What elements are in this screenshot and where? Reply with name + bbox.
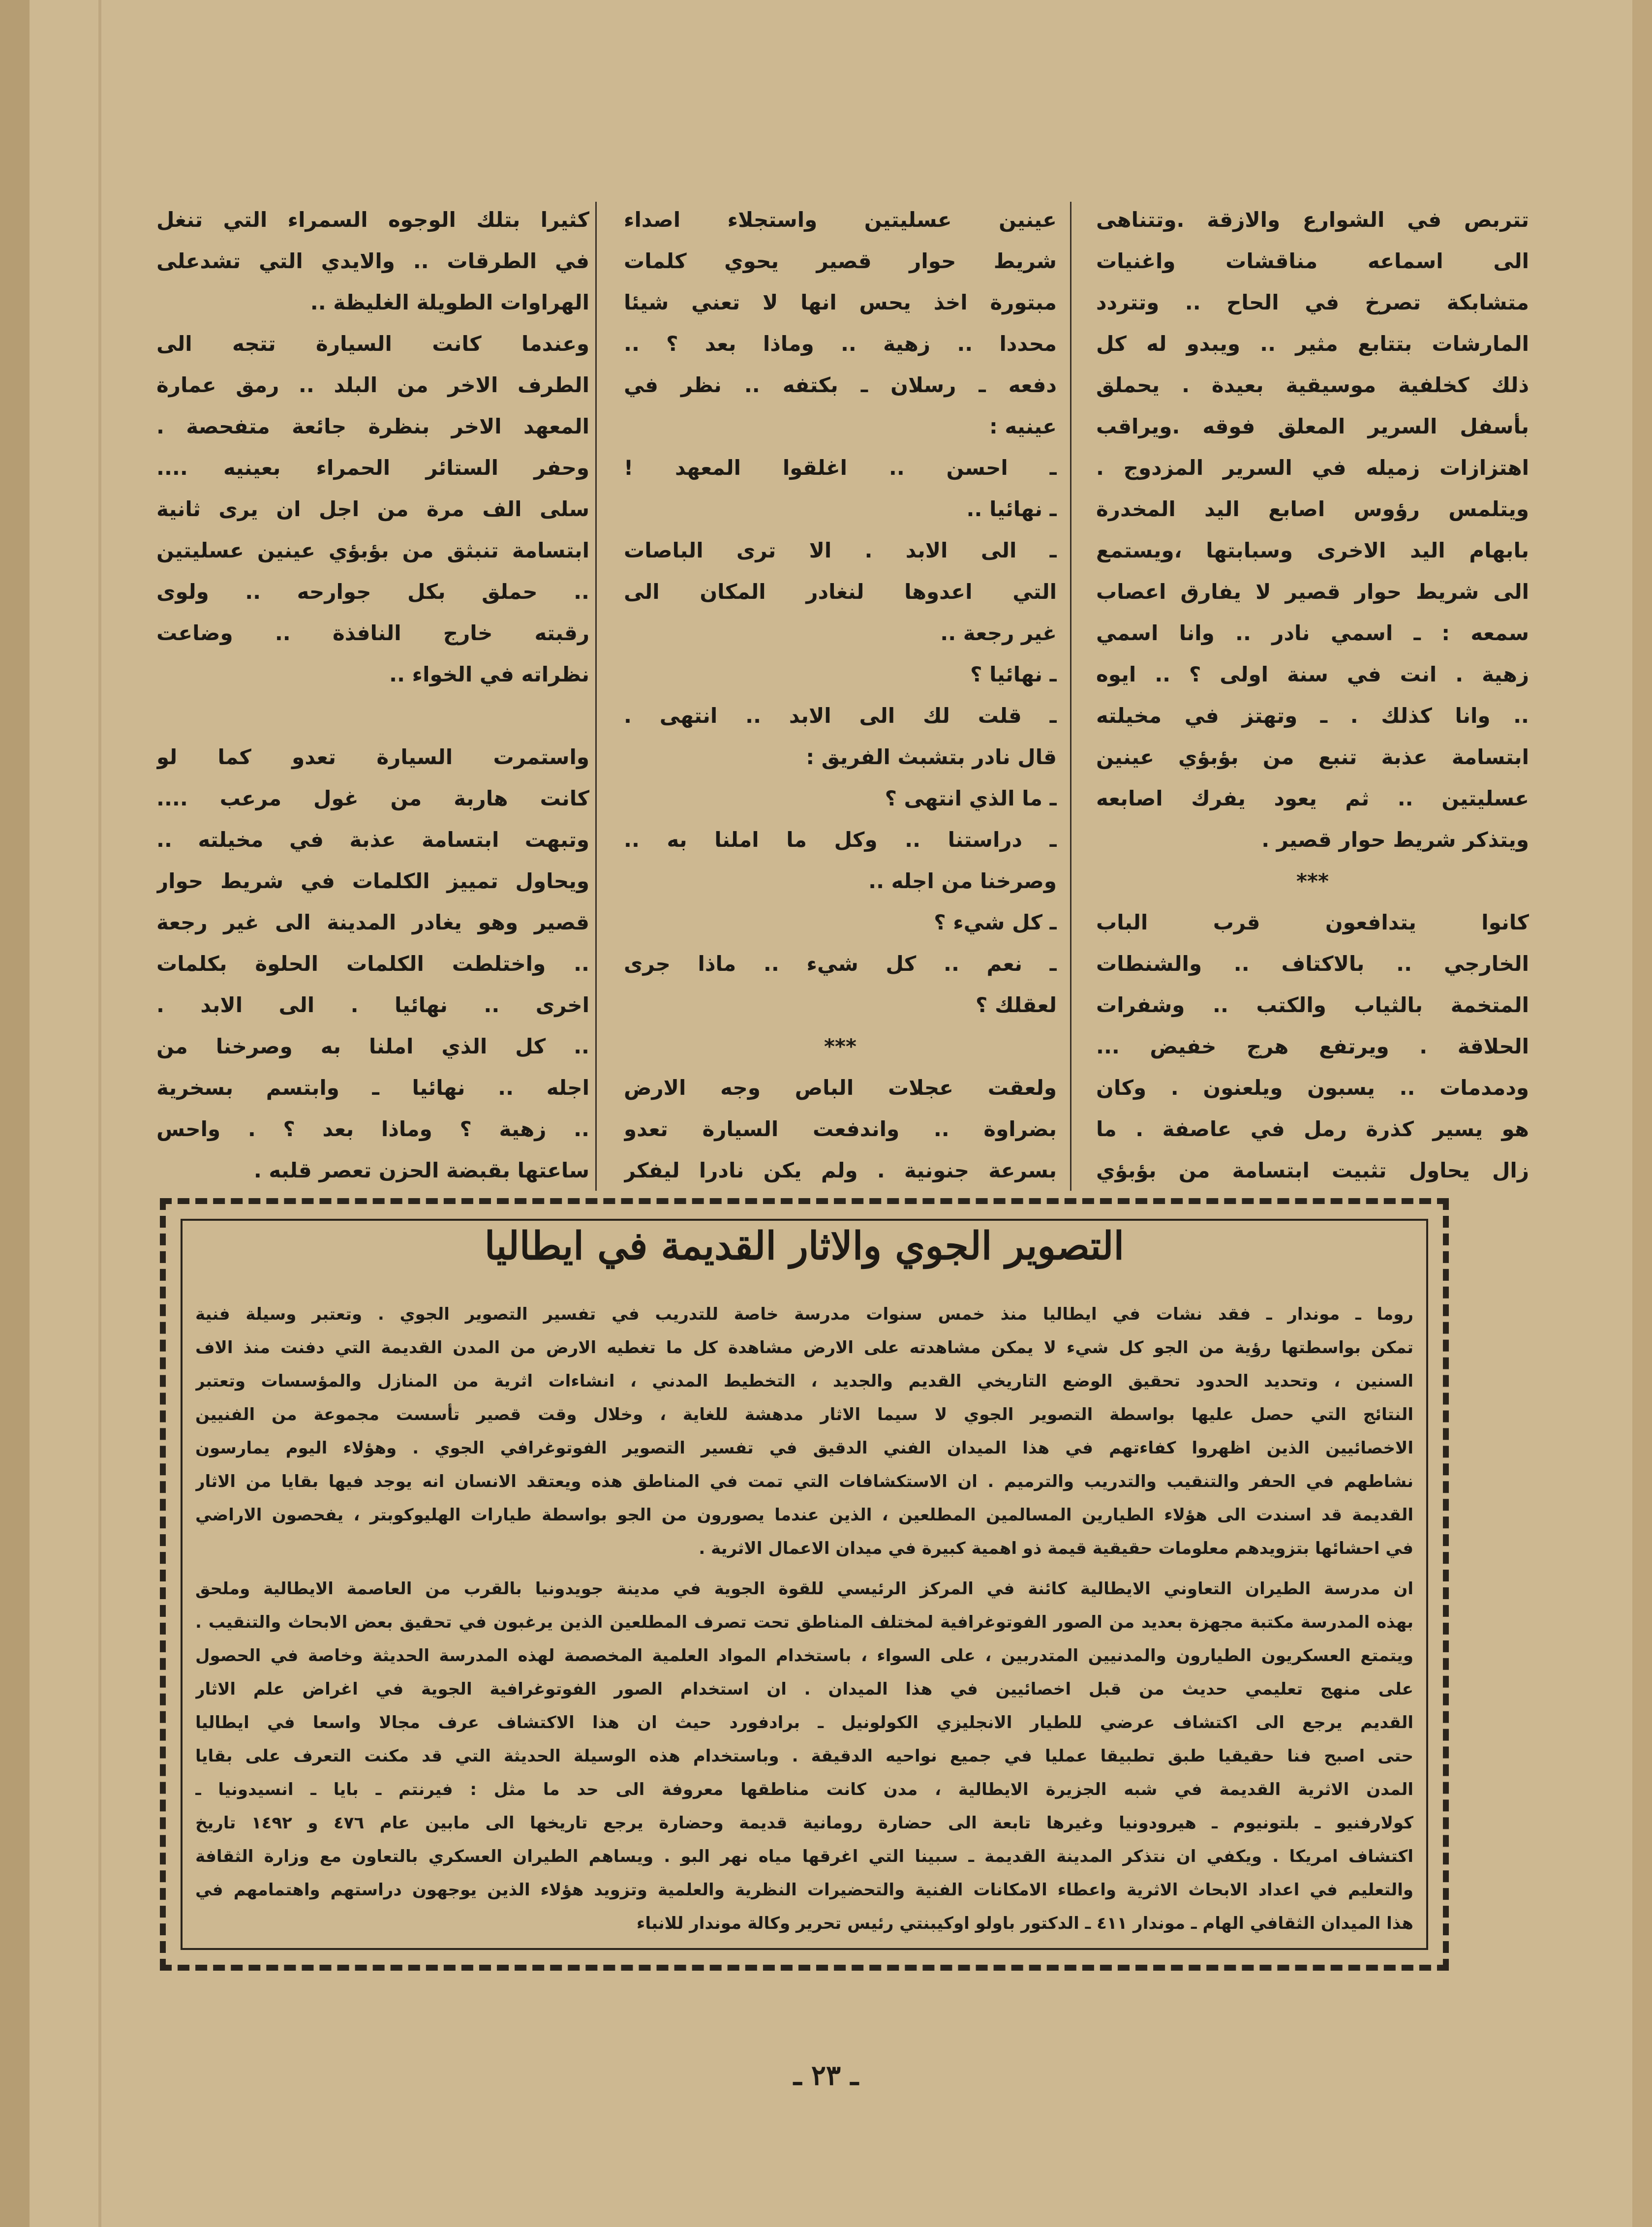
article-line: وحفر الستائر الحمراء بعينيه .... [156,456,589,480]
news-box-line: بهذه المدرسة مكتبة مجهزة بعديد من الصور الفوتوغرافية لمختلف المناطق تحت تصرف المطلعين الذين يرغبون في تحقيق بعض الابحاث والتنقيب . [195,1612,1413,1632]
article-line: عسليتين .. ثم يعود يفرك اصابعه [1096,786,1529,810]
news-box-line: على منهج تعليمي حديث من قبل اخصائيين في هذا الميدان . ان استخدام الصور الفوتوغرافية الجوية في اغراض علم الاثار [195,1679,1413,1699]
article-line: زهية . انت في سنة اولى ؟ .. ايوه [1096,662,1529,686]
news-box-line: كولارفنيو ـ بلتونيوم ـ هيرودونيا وغيرها تابعة الى حضارة رومانية قديمة وحضارة يرجع تاريخها الى مابين عام ٤٧٦ و ١٤٩٢ تاريخ [195,1813,1413,1833]
article-line: عينيه : [989,414,1057,438]
article-line: بسرعة جنونية . ولم يكن نادرا ليفكر [624,1158,1057,1182]
article-line: المارشات بتتابع مثير .. ويبدو له كل [1096,332,1529,356]
article-line: عينين عسليتين واستجلاء اصداء [624,208,1057,232]
article-column-2 [624,199,1057,1193]
article-line: .. كل الذي املنا به وصرخنا من [156,1034,589,1058]
article-line: قال نادر بتشبث الفريق : [806,745,1057,769]
article-line: كانت هاربة من غول مرعب .... [156,786,589,810]
article-line: الهراوات الطويلة الغليظة .. [310,290,589,314]
article-line: ولعقت عجلات الباص وجه الارض [624,1076,1057,1100]
article-line: *** [1296,869,1329,893]
column-divider [595,202,597,1191]
article-line: متشابكة تصرخ في الحاح .. وتتردد [1096,290,1529,314]
news-box-line: تمكن بواسطتها رؤية من الجو كل شيء لا يمكن مشاهدته على الارض مشاهدة كل ما تغطيه الارض من المدن القديمة التي دفنت منذ الاف [195,1338,1413,1358]
news-box [160,1198,1449,1971]
article-column-3 [156,199,589,1193]
article-line: .. زهية ؟ وماذا بعد ؟ . واحس [156,1117,589,1141]
article-line: في الطرقات .. والايدي التي تشدعلى [156,249,589,273]
news-box-line: السنين ، وتحديد الحدود تحقيق الوضع التاريخي القديم والجديد ، التخطيط المدني ، انشاءات اثرية من المنازل والمؤسسات وتعتبر [195,1371,1413,1391]
paper-edge [1632,0,1652,2227]
article-line: الخارجي .. بالاكتاف .. والشنطات [1096,952,1529,976]
article-line: التي اعدوها لنغادر المكان الى [624,580,1057,604]
article-line: ـ احسن .. اغلقوا المعهد ! [624,456,1057,480]
article-line: بابهام اليد الاخرى وسبابتها ،ويستمع [1096,538,1529,562]
article-line: كثيرا بتلك الوجوه السمراء التي تنغل [156,208,589,232]
news-box-line: نشاطهم في الحفر والتنقيب والتدريب والترميم . ان الاستكشافات التي تمت في المناطق هذه ويعتقد الانسان انه يوجد فيها بقايا من الاثار [195,1472,1413,1491]
article-line: واستمرت السيارة تعدو كما لو [156,745,589,769]
article-line: .. وانا كذلك . ـ وتهتز في مخيلته [1096,704,1529,728]
article-line: كانوا يتدافعون قرب الباب [1096,910,1529,934]
article-line: .. حملق بكل جوارحه .. ولوى [156,580,589,604]
news-box-line: ان مدرسة الطيران التعاوني الايطالية كائنة في المركز الرئيسي للقوة الجوية في مدينة جويدونيا بالقرب من العاصمة الايطالية وملحق [195,1579,1413,1599]
news-box-line: هذا الميدان الثقافي الهام ـ موندار ٤١١ ـ الدكتور باولو اوكيبنتي رئيس تحرير وكالة موندار للانباء [637,1914,1413,1933]
article-line: مبتورة اخذ يحس انها لا تعني شيئا [624,290,1057,314]
article-line: قصير وهو يغادر المدينة الى غير رجعة [156,910,589,934]
news-box-line: في احشائها بتزويدهم معلومات حقيقية قيمة ذو اهمية كبيرة في ميدان الاعمال الاثرية . [699,1539,1413,1558]
article-line: ذلك كخلفية موسيقية بعيدة . يحملق [1096,373,1529,397]
article-line: وصرخنا من اجله .. [868,869,1057,893]
news-box-body [195,1298,1413,1940]
article-line: هو يسير كذرة رمل في عاصفة . ما [1096,1117,1529,1141]
news-box-title: التصوير الجوي والاثار القديمة في ايطاليا [484,1224,1125,1268]
article-line: المتخمة بالثياب والكتب .. وشفرات [1096,993,1529,1017]
news-box-line: الاخصائيين الذين اظهروا كفاءتهم في هذا الميدان الفني الدقيق في تفسير التصوير الفوتوغرافي الجوي . وهؤلاء اليوم يمارسون [195,1438,1413,1458]
article-line: شريط حوار قصير يحوي كلمات [624,249,1057,273]
article-line [156,695,589,737]
article-line: المعهد الاخر بنظرة جائعة متفحصة . [156,414,589,438]
article-line: اهتزازات زميله في السرير المزدوج . [1096,456,1529,480]
article-line: ـ دراستنا .. وكل ما املنا به .. [624,828,1057,852]
article-line: دفعه ـ رسلان ـ بكتفه .. نظر في [624,373,1057,397]
article-line: محددا .. زهية .. وماذا بعد ؟ .. [624,332,1057,356]
news-box-line: روما ـ موندار ـ فقد نشات في ايطاليا منذ خمس سنوات مدرسة خاصة للتدريب في تفسير التصوير الجوي . وتعتبر وسيلة فنية [195,1304,1413,1324]
column-divider [1070,202,1071,1191]
news-box-line: اكتشاف امريكا . ويكفي ان نتذكر المدينة القديمة ـ سبينا التي اغرقها مياه نهر البو . ويساهم الطيران العسكري بالتعاون مع وزارة الثقافة [195,1847,1413,1866]
article-column-1 [1096,199,1529,1193]
article-line: بضراوة .. واندفعت السيارة تعدو [624,1117,1057,1141]
article-line: ـ قلت لك الى الابد .. انتهى . [624,704,1057,728]
article-line: سمعه : ـ اسمي نادر .. وانا اسمي [1096,621,1529,645]
fold-line [98,0,101,2227]
paper-edge [0,0,30,2227]
article-line: الى شريط حوار قصير لا يفارق اعصاب [1096,580,1529,604]
article-line: بأسفل السرير المعلق فوقه .ويراقب [1096,414,1529,438]
article-line: *** [824,1034,857,1058]
article-line: .. واختلطت الكلمات الحلوة بكلمات [156,952,589,976]
article-line: ـ ما الذي انتهى ؟ [885,786,1057,810]
article-line: ويتذكر شريط حوار قصير . [1261,828,1529,852]
article-line: نظراته في الخواء .. [389,662,589,686]
article-line: وتبهت ابتسامة عذبة في مخيلته .. [156,828,589,852]
article-line: ـ كل شيء ؟ [934,910,1057,934]
article-line: وعندما كانت السيارة تتجه الى [156,332,589,356]
news-box-line: المدن الاثرية القديمة في شبه الجزيرة الايطالية ، مدن كانت مناطقها معروفة الى حد ما مثل : فيرنتم ـ بايا ـ انسيدونيا ـ [195,1780,1413,1799]
news-box-line: حتى اصبح فنا حقيقيا طبق تطبيقا عمليا في جميع نواحيه الدقيقة . وباستخدام هذه الوسيلة الحديثة التي قد مكنت التعرف على بقايا [195,1746,1413,1766]
article-line: لعقلك ؟ [976,993,1057,1017]
article-line: غير رجعة .. [940,621,1057,645]
article-line: الى اسماعه مناقشات واغنيات [1096,249,1529,273]
article-line: رقبته خارج النافذة .. وضاعت [156,621,589,645]
news-box-line: القديمة قد اسندت الى هؤلاء الطيارين المسالمين المطلعين ، الذين عندما يصورون من الجو بواسطة طيارات الهليوكوبتر ، يفحصون الاراضي [195,1505,1413,1525]
article-line: اخرى .. نهائيا . الى الابد . [156,993,589,1017]
article-line: زال يحاول تثبيت ابتسامة من بؤبؤي [1096,1158,1529,1182]
article-line: ـ الى الابد . الا ترى الباصات [624,538,1057,562]
article-line: الطرف الاخر من البلد .. رمق عمارة [156,373,589,397]
article-line: ويتلمس رؤوس اصابع اليد المخدرة [1096,497,1529,521]
page-number: ـ ٢٣ ـ [794,2059,858,2092]
article-line: ويحاول تمييز الكلمات في شريط حوار [156,869,589,893]
news-box-line: والتعليم في اعداد الابحاث الاثرية واعطاء الامكانات الفنية والتحضيرات النظرية والعلمية وتزويد هؤلاء الذين يوجهون دراستهم واهتمامهم في [195,1880,1413,1900]
news-box-line: القديم يرجع الى اكتشاف عرضي للطيار الانجليزي الكولونيل ـ برادفورد حيث ان هذا الاكتشاف عرف مجالا واسعا في ايطاليا [195,1713,1413,1732]
article-line: ابتسامة تنبثق من بؤبؤي عينين عسليتين [156,538,589,562]
article-line: ـ نهائيا ؟ [970,662,1057,686]
news-box-line: ويتمتع العسكريون الطيارون والمدنيين المتدربين ، على السواء ، باستخدام المواد العلمية المخصصة لهذه المدرسة الحديثة وخاصة في الحصول [195,1646,1413,1666]
news-box-line: النتائج التي حصل عليها بواسطة التصوير الجوي لا سيما الاثار مدهشة للغاية ، وخلال وقت قصير تأسست مجموعة من الفنيين [195,1405,1413,1424]
article-line: ابتسامة عذبة تنبع من بؤبؤي عينين [1096,745,1529,769]
article-columns [147,199,1529,1193]
article-line: سلى الف مرة من اجل ان يرى ثانية [156,497,589,521]
article-line: تتربص في الشوارع والازقة .وتتناهى [1096,208,1529,232]
article-line: ودمدمات .. يسبون ويلعنون . وكان [1096,1076,1529,1100]
article-line: الحلاقة . ويرتفع هرج خفيض ... [1096,1034,1529,1058]
article-line: ساعتها بقبضة الحزن تعصر قلبه . [253,1158,589,1182]
article-line: ـ نهائيا .. [966,497,1057,521]
article-line: ـ نعم .. كل شيء .. ماذا جرى [624,952,1057,976]
article-line: اجله .. نهائيا ـ وابتسم بسخرية [156,1076,589,1100]
